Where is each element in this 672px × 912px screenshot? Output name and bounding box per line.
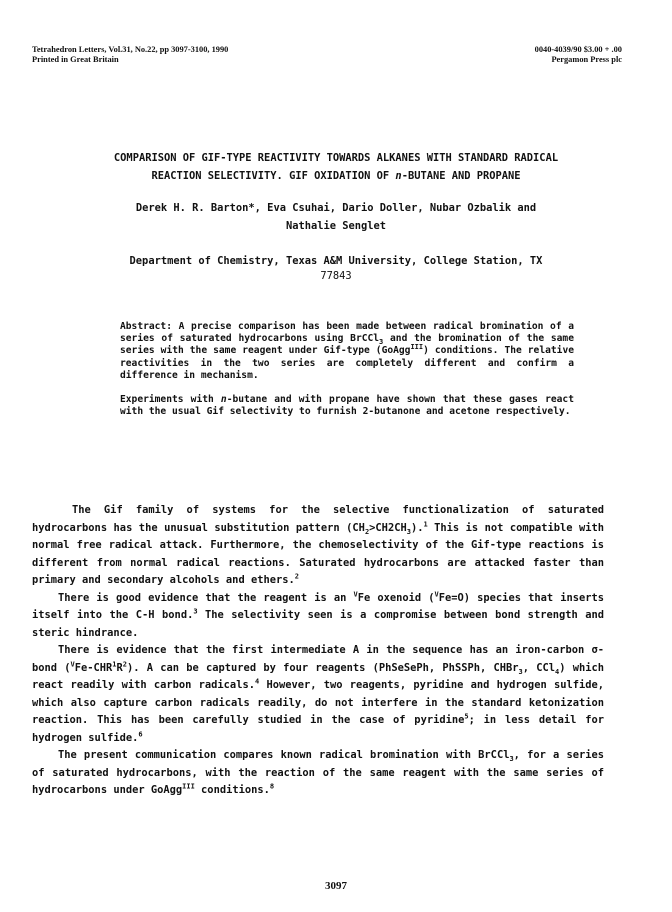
reference-marker: 5 [464, 712, 469, 721]
abstract-text: A precise comparison has been made between radical bromination of a series of saturated hydrocarbons using BrCCl [120, 321, 574, 345]
affiliation [40, 254, 632, 284]
authors-line-1: Derek H. R. Barton*, Eva Csuhai, Dario Doller, Nubar Ozbalik and [135, 202, 537, 214]
title-text: -BUTANE AND PROPANE [401, 170, 521, 182]
superscript: V [353, 590, 358, 599]
abstract-text: ) conditions. The relative reactivities in the two series are completely different and confirm a difference in mechanism. [120, 345, 574, 381]
reference-marker: 6 [138, 730, 143, 739]
body-text-span: ) which react readily with carbon radicals. [32, 661, 604, 691]
paper-title [40, 149, 632, 185]
body-text-span: >CH2CH [369, 521, 407, 534]
subscript: 3 [518, 667, 523, 676]
body-text-span: There is evidence that the first intermediate A in the sequence has an iron-carbon σ-bond ( [32, 644, 604, 674]
body-text-span: Fe-CHR [74, 661, 113, 674]
superscript: V [70, 660, 75, 669]
abstract-paragraph-2 [120, 394, 574, 418]
body-text-span: ; in less detail for hydrogen sulfide. [32, 714, 604, 744]
body-text-span: Fe=O) species that inserts itself into the C-H bond. [32, 591, 604, 621]
body-text [32, 502, 604, 800]
title-line-1: COMPARISON OF GIF-TYPE REACTIVITY TOWARDS ALKANES WITH STANDARD RADICAL [113, 152, 559, 164]
superscript: V [434, 590, 439, 599]
superscript: III [410, 343, 424, 352]
body-text-span: ). A can be captured by four reagents (PhSeSePh, PhSSPh, CHBr [127, 661, 519, 674]
journal-citation [32, 45, 228, 65]
body-text-span: The present communication compares known radical bromination with BrCCl [58, 749, 510, 761]
superscript: III [182, 782, 195, 791]
reference-marker: 2 [294, 572, 299, 581]
abstract-paragraph-1 [120, 321, 574, 382]
reference-marker: 4 [254, 677, 260, 686]
abstract [120, 321, 574, 418]
title-text: REACTION SELECTIVITY. GIF OXIDATION OF [151, 170, 396, 182]
body-paragraph-2 [32, 590, 604, 643]
body-text-span: There is good evidence that the reagent is an [58, 591, 354, 604]
printed-in-line: Printed in Great Britain [32, 55, 119, 64]
page-number: 3097 [325, 880, 347, 892]
body-text-span: conditions. [194, 784, 270, 796]
body-paragraph-4 [32, 747, 604, 800]
body-paragraph-3 [32, 642, 604, 747]
superscript: 2 [122, 660, 127, 669]
subscript: 3 [406, 527, 411, 536]
issn-price-line: 0040-4039/90 $3.00 + .00 [534, 45, 622, 54]
reference-marker: 8 [269, 782, 275, 791]
subscript: 3 [379, 338, 384, 347]
subscript: 4 [555, 667, 560, 676]
body-text-span: However, two reagents, pyridine and hydrogen sulfide, which also capture carbon radicals readily, do not interfere in the standard ketonization reaction. This has been carefully studied in the case of pyridine [32, 679, 605, 726]
affiliation-line-1: Department of Chemistry, Texas A&M University, College Station, TX [129, 255, 543, 267]
body-text-span: , for a series of saturated hydrocarbons, with the reaction of the same reagent with the same series of hydrocarbons under GoAgg [32, 749, 604, 796]
author-list [40, 199, 632, 235]
body-text-span: , CCl [522, 661, 555, 674]
abstract-label: Abstract: [120, 321, 172, 332]
abstract-text: and the bromination of the same series with the same reagent under Gif-type (GoAgg [120, 333, 574, 357]
body-paragraph-1 [32, 502, 604, 590]
body-text-span: ). [410, 521, 424, 534]
abstract-text: -butane and with propane have shown that these gases react with the usual Gif selectivity to furnish 2-butanone and acetone respectively. [120, 394, 574, 418]
italic-n: n [220, 394, 227, 406]
affiliation-zip: 77843 [320, 270, 352, 282]
superscript: 1 [112, 660, 117, 669]
reference-marker: 1 [423, 520, 428, 529]
title-italic-n: n [395, 170, 402, 182]
body-text-span: R [116, 661, 123, 674]
subscript: 2 [364, 527, 370, 536]
body-text-span: The selectivity seen is a compromise between bond strength and steric hindrance. [32, 609, 604, 639]
reference-marker: 3 [193, 607, 198, 616]
publisher-line: Pergamon Press plc [551, 55, 622, 64]
authors-line-2: Nathalie Senglet [285, 220, 387, 232]
body-text-span: The Gif family of systems for the selective functionalization of saturated hydrocarbons has the unusual substitution pattern (CH [32, 504, 604, 534]
citation-line: Tetrahedron Letters, Vol.31, No.22, pp 3097-3100, 1990 [32, 45, 229, 54]
subscript: 3 [509, 755, 514, 764]
price-code [535, 45, 622, 65]
abstract-text: Experiments with [120, 394, 221, 406]
body-text-span: Fe oxenoid ( [357, 591, 435, 604]
body-text-span: This is not compatible with normal free radical attack. Furthermore, the chemoselectivity of the Gif-type reactions is different from normal radical reactions. Saturated hydrocarbons are attacked faster than primary and secondary alcohols and ethers. [32, 521, 604, 586]
title-line-2 [40, 167, 632, 185]
